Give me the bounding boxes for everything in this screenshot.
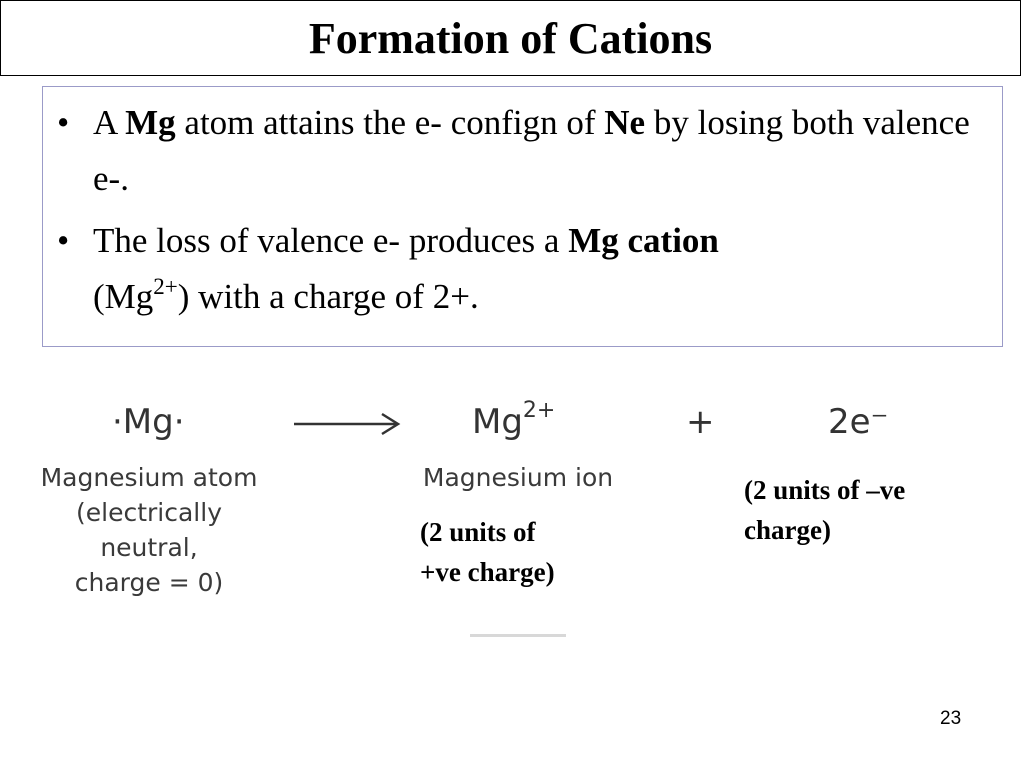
text-run: atom attains the e- confign of xyxy=(175,103,605,142)
product-symbol: Mg xyxy=(472,402,523,442)
slide-title: Formation of Cations xyxy=(0,0,1021,76)
slide-number: 23 xyxy=(940,708,962,729)
product-charge: 2+ xyxy=(522,398,556,423)
electrons: 2e⁻ xyxy=(828,402,889,442)
faded-text-remnant xyxy=(470,634,566,637)
label-line: neutral, xyxy=(100,533,198,562)
text-run: ) with a charge of 2+. xyxy=(177,277,479,316)
plus-sign: + xyxy=(686,402,715,442)
superscript-charge: 2+ xyxy=(153,274,178,299)
reaction-arrow-icon xyxy=(292,410,402,438)
label-line: Magnesium atom xyxy=(40,463,258,492)
label-line: (electrically xyxy=(76,498,222,527)
text-run: (Mg xyxy=(93,277,154,316)
negative-charge-note xyxy=(744,470,905,550)
product-mg-ion xyxy=(472,398,556,442)
note-line: (2 units of xyxy=(420,517,536,547)
note-line: +ve charge) xyxy=(420,557,555,587)
bullet-text xyxy=(93,95,1003,207)
text-run: by losing both valence e-. xyxy=(93,103,970,198)
bold-term: Mg cation xyxy=(568,221,719,260)
reactant-mg: ·Mg· xyxy=(112,402,185,442)
label-line: charge = 0) xyxy=(74,568,224,597)
bullet-text xyxy=(93,213,1003,325)
note-line: charge) xyxy=(744,515,831,545)
positive-charge-note xyxy=(420,512,555,592)
product-label: Magnesium ion xyxy=(422,463,614,492)
bullet-marker: • xyxy=(57,103,70,142)
bullet-marker: • xyxy=(57,221,70,260)
bold-term: Ne xyxy=(604,103,646,142)
bold-term: Mg xyxy=(125,103,176,142)
text-run: The loss of valence e- produces a xyxy=(93,221,569,260)
bullet-list xyxy=(42,86,1003,347)
reactant-label xyxy=(14,460,284,600)
text-run: A xyxy=(93,103,126,142)
note-line: (2 units of –ve xyxy=(744,475,906,505)
